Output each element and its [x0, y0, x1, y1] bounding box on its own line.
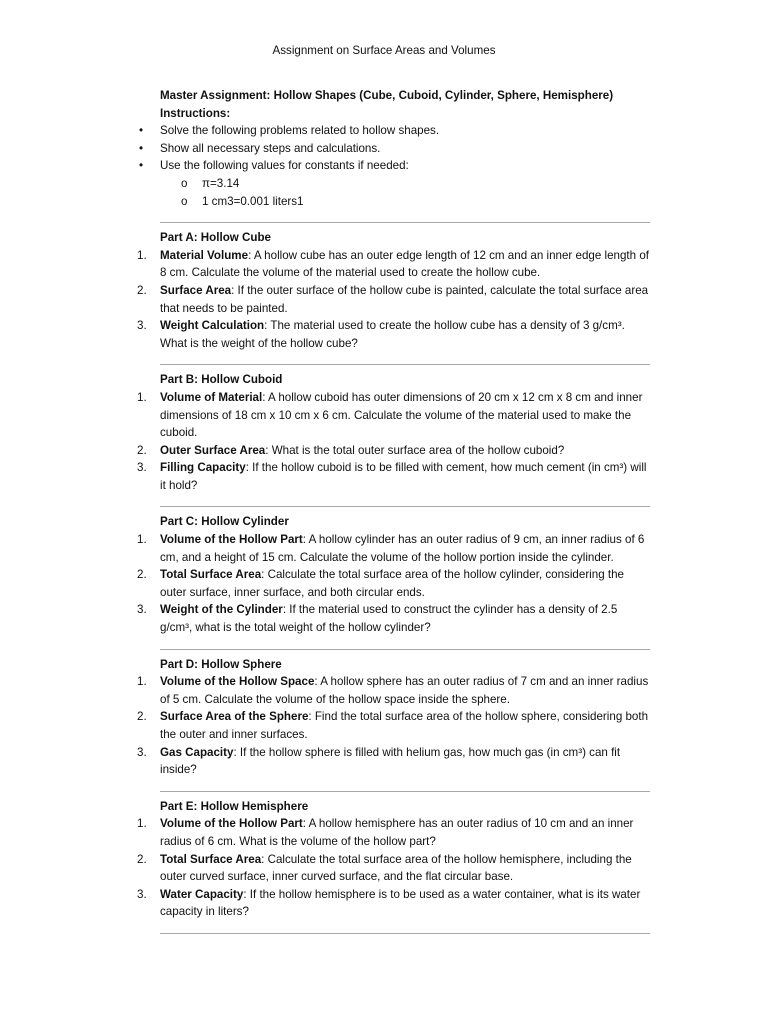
question-label: Surface Area — [160, 283, 232, 297]
section-divider — [160, 506, 650, 507]
question-label: Outer Surface Area — [160, 443, 266, 457]
part-section — [137, 364, 650, 494]
instruction-item: • Solve the following problems related to hollow shapes. — [160, 122, 650, 140]
question-item — [137, 673, 650, 708]
section-divider — [160, 933, 650, 934]
question-label: Volume of the Hollow Part — [160, 533, 303, 547]
document-title: Assignment on Surface Areas and Volumes — [272, 44, 496, 57]
section-divider — [160, 649, 650, 650]
question-text: : A hollow sphere has an outer radius of 7 cm and an inner radius of 5 cm. Calculate the volume of the hollow space inside the sphere. — [160, 675, 649, 706]
question-label: Surface Area of the Sphere — [160, 710, 309, 724]
part-section — [137, 791, 650, 921]
question-number: 2. — [137, 852, 147, 866]
question-text: : A hollow hemisphere has an outer radius of 10 cm and an inner radius of 6 cm. What is the volume of the hollow part? — [160, 817, 634, 848]
question-text: : A hollow cuboid has outer dimensions of 20 cm x 12 cm x 8 cm and inner dimensions of 18 cm x 10 cm x 6 cm. Calculate the volume of the material used to make the cuboid. — [160, 390, 643, 440]
part-section — [137, 649, 650, 779]
question-label: Volume of the Hollow Part — [160, 817, 303, 831]
question-label: Weight Calculation — [160, 319, 265, 333]
question-item — [137, 531, 650, 566]
question-text: : If the material used to construct the cylinder has a density of 2.5 g/cm³, what is the total weight of the hollow cylinder? — [160, 603, 618, 635]
instructions-list — [160, 122, 650, 175]
question-label: Water Capacity — [160, 887, 244, 901]
question-list — [137, 247, 650, 353]
section-divider — [160, 364, 650, 365]
question-item — [137, 566, 650, 601]
question-text: : What is the total outer surface area of the hollow cuboid? — [265, 443, 565, 457]
question-item — [137, 442, 650, 460]
question-number: 1. — [137, 248, 147, 262]
question-item — [137, 815, 650, 850]
question-label: Gas Capacity — [160, 745, 234, 759]
question-text: : Calculate the total surface area of the hollow hemisphere, including the outer curved surface, inner curved surface, and the flat circular base. — [160, 852, 632, 884]
question-text: : Calculate the total surface area of the hollow cylinder, considering the outer surface, inner surface, and both circular ends. — [160, 568, 624, 599]
instruction-item: • Use the following values for constants if needed: — [160, 157, 650, 175]
question-number: 1. — [137, 390, 147, 404]
question-number: 1. — [137, 817, 147, 831]
question-text: : If the hollow sphere is filled with helium gas, how much gas (in cm³) can fit inside? — [160, 745, 621, 777]
question-item — [137, 851, 650, 886]
question-label: Filling Capacity — [160, 461, 246, 475]
section-divider — [160, 222, 650, 223]
question-text: : A hollow cube has an outer edge length of 12 cm and an inner edge length of 8 cm. Calculate the volume of the material used to create the hollow cube. — [160, 248, 649, 280]
question-item — [137, 389, 650, 442]
constants-list — [160, 175, 650, 210]
part-heading: Part A: Hollow Cube — [160, 231, 272, 245]
question-item — [137, 601, 650, 636]
question-number: 3. — [137, 461, 147, 475]
question-number: 2. — [137, 710, 147, 724]
question-label: Volume of Material — [160, 390, 263, 404]
question-item — [137, 247, 650, 282]
part-section — [137, 222, 650, 352]
question-number: 1. — [137, 533, 147, 547]
question-list — [137, 531, 650, 637]
part-heading: Part E: Hollow Hemisphere — [160, 799, 309, 813]
parts-container — [137, 222, 650, 934]
question-text: : If the hollow cuboid is to be filled with cement, how much cement (in cm³) will it hold? — [160, 461, 647, 492]
constant-item: o π=3.14 — [160, 175, 650, 193]
question-text: : Find the total surface area of the hollow sphere, considering both the outer and inner surfaces. — [160, 710, 649, 741]
question-number: 3. — [137, 319, 147, 333]
question-list — [137, 673, 650, 779]
master-heading: Master Assignment: Hollow Shapes (Cube, Cuboid, Cylinder, Sphere, Hemisphere) — [160, 89, 614, 102]
question-number: 2. — [137, 283, 147, 297]
part-section — [137, 506, 650, 636]
question-text: : If the hollow hemisphere is to be used as a water container, what is its water capacity in liters? — [160, 887, 641, 919]
question-number: 2. — [137, 568, 147, 582]
instructions-heading: Instructions: — [160, 106, 231, 120]
question-number: 3. — [137, 887, 147, 901]
question-number: 3. — [137, 745, 147, 759]
constant-item: o 1 cm3=0.001 liters1 — [160, 193, 650, 211]
question-text: : A hollow cylinder has an outer radius of 9 cm, an inner radius of 6 cm, and a height of 15 cm. Calculate the volume of the hollow portion inside the cylinder. — [160, 533, 645, 564]
question-item — [137, 282, 650, 317]
question-item — [137, 744, 650, 779]
part-heading: Part B: Hollow Cuboid — [160, 373, 283, 387]
question-label: Material Volume — [160, 248, 249, 262]
question-item — [137, 708, 650, 743]
assignment-body — [137, 87, 650, 940]
question-label: Total Surface Area — [160, 852, 262, 866]
part-heading: Part D: Hollow Sphere — [160, 657, 282, 671]
question-label: Weight of the Cylinder — [160, 603, 283, 617]
part-heading: Part C: Hollow Cylinder — [160, 515, 289, 529]
question-list — [137, 815, 650, 921]
question-number: 3. — [137, 603, 147, 617]
instruction-item: • Show all necessary steps and calculations. — [160, 140, 650, 158]
section-divider — [160, 791, 650, 792]
question-list — [137, 389, 650, 495]
question-number: 2. — [137, 443, 147, 457]
question-item — [137, 317, 650, 352]
question-number: 1. — [137, 675, 147, 689]
question-item — [137, 886, 650, 921]
question-label: Total Surface Area — [160, 568, 262, 582]
question-text: : The material used to create the hollow cube has a density of 3 g/cm³. What is the weight of the hollow cube? — [160, 319, 625, 350]
question-text: : If the outer surface of the hollow cube is painted, calculate the total surface area that needs to be painted. — [160, 283, 649, 315]
question-item — [137, 459, 650, 494]
question-label: Volume of the Hollow Space — [160, 675, 315, 689]
